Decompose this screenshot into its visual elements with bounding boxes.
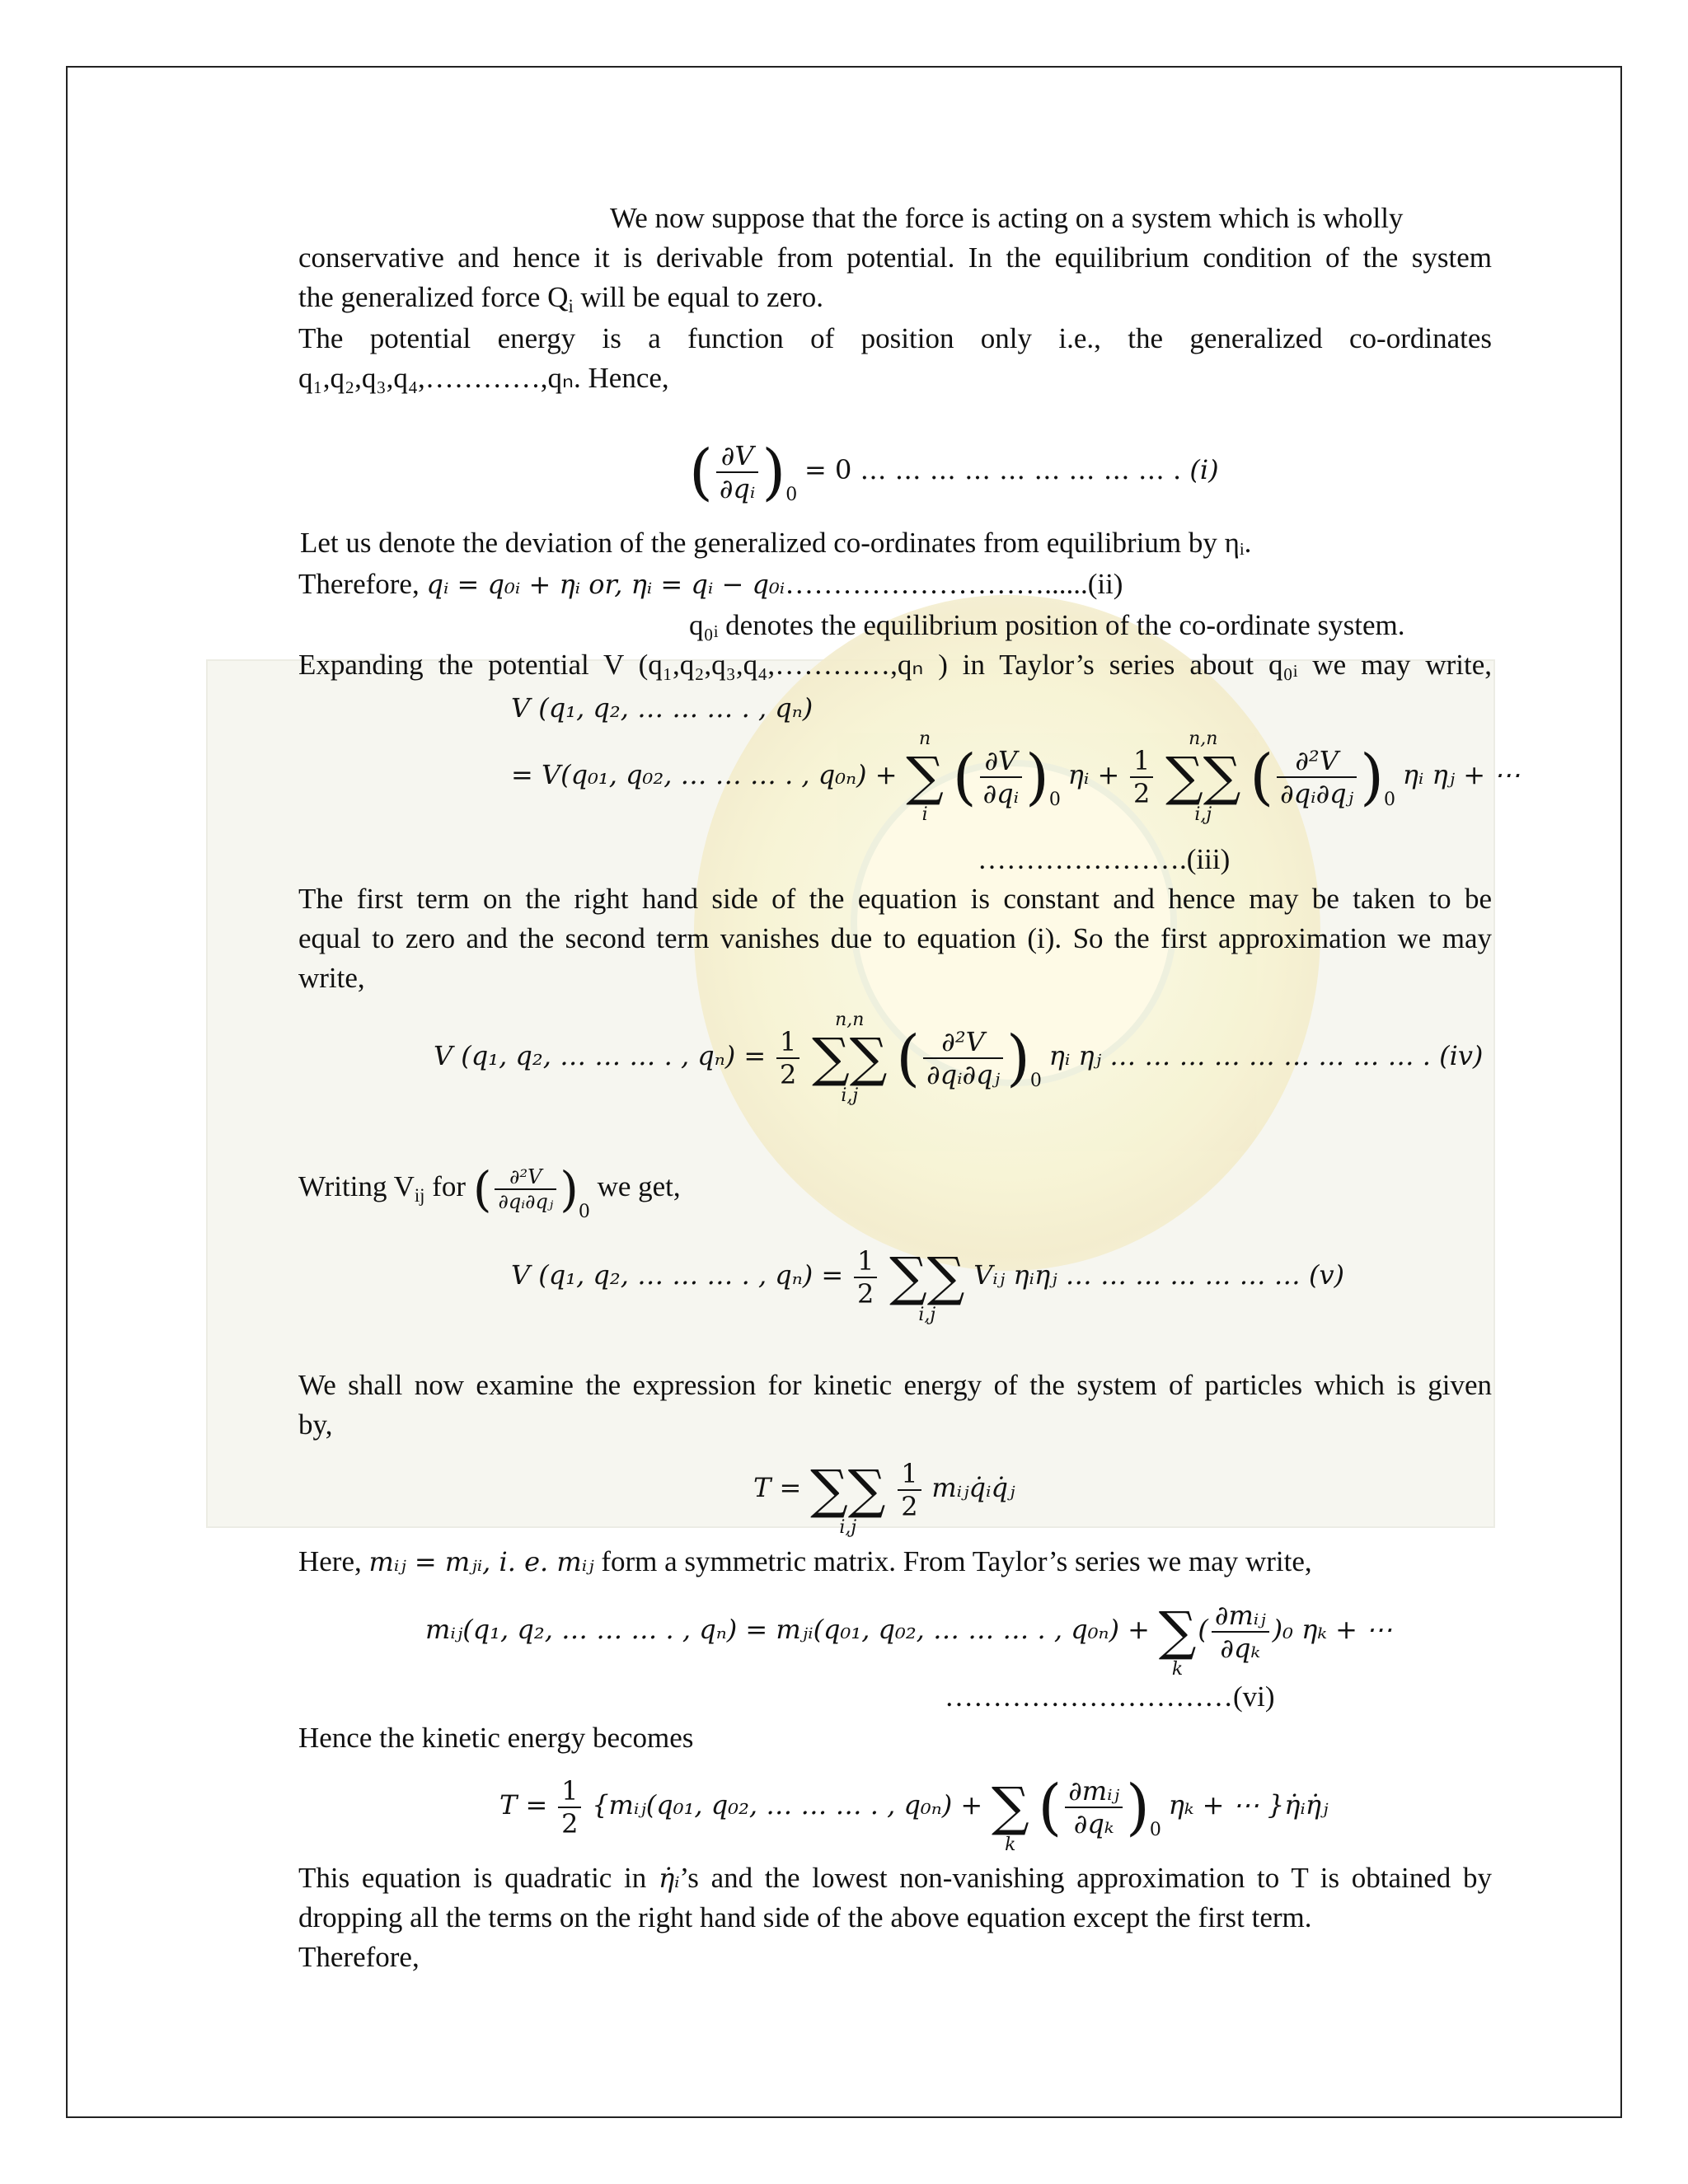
equation-vi: mᵢⱼ(q₁, q₂, … … … . , qₙ) = mⱼᵢ(q₀₁, q₀₂, … … … . , q₀ₙ) + ∑ k ( $\frac{\text{∂mᵢⱼ}}{\text{∂qₖ}}$ )₀ ηₖ + ⋯ — [425, 1600, 1393, 1680]
para1-line2: conservative and hence it is derivable from potential. In the equilibrium condition of the system — [298, 241, 1492, 274]
eq-vi-tag: …………………………(vi) — [945, 1680, 1275, 1713]
writing-vij: Writing $V_{ij}$ for ( $\frac{\text{∂²V}}{\text{∂qᵢ∂qⱼ}}$ )$_0$ we get, — [298, 1160, 681, 1222]
equation-vii: T = $\frac{1}{2}$ {mᵢⱼ(q₀₁, q₀₂, … … … . , q₀ₙ) + ∑ k ( $\frac{\text{∂mᵢⱼ}}{\text{∂qₖ}}$ )$_0$ ηₖ + ⋯ }η̇ᵢη̇ⱼ — [499, 1771, 1329, 1855]
para7-line1: Hence the kinetic energy becomes — [298, 1722, 694, 1754]
equation-i: ( $\frac{\partial V}{\text{∂qᵢ}}$ )$_0 = 0$ … … … … … … … … … . (i) — [689, 436, 1219, 508]
para2-line1: The potential energy is a function of position only i.e., the generalized co-ordinates — [298, 322, 1492, 354]
eq-iii-tag: ………………….(iii) — [978, 843, 1231, 875]
para8-line2: dropping all the terms on the right hand side of the above equation except the first term. — [298, 1901, 1312, 1933]
para5-line2: by, — [298, 1408, 333, 1441]
para8-line3: Therefore, — [298, 1941, 420, 1973]
q0i-note: q₀ᵢ denotes the equilibrium position of the co-ordinate system. — [689, 609, 1405, 641]
para8-line1: This equation is quadratic in η̇ᵢ’s and the lowest non-vanishing approximation to T is obtained by — [298, 1862, 1492, 1894]
para3-line1: Let us denote the deviation of the generalized co-ordinates from equilibrium by ηᵢ. — [300, 527, 1252, 559]
equation-iv: V (q₁, q₂, … … … . , qₙ) = $\frac{1}{2}$ n,n ∑∑ i,j ( $\frac{\text{∂²V}}{\text{∂qᵢ∂qⱼ}}$ )$_0$ ηᵢ ηⱼ … … … … … … … … … . (iv) — [434, 1009, 1484, 1106]
eq-iii-lhs: V (q₁, q₂, … … … . , qₙ) — [511, 692, 814, 724]
para1-line1: We now suppose that the force is acting on a system which is wholly — [610, 202, 1404, 234]
para5-line1: We shall now examine the expression for kinetic energy of the system of particles which is given — [298, 1369, 1492, 1401]
para1-line3: the generalized force $Q_i$ will be equal to zero. — [298, 281, 824, 316]
para4-line1: The first term on the right hand side of the equation is constant and hence may be taken to be — [298, 883, 1492, 915]
para2-line2: q₁,q₂,q₃,q₄,…………,qₙ. Hence, — [298, 362, 669, 394]
para4-line3: write, — [298, 962, 365, 994]
para4-line2: equal to zero and the second term vanishes due to equation (i). So the first approximation we may — [298, 922, 1492, 954]
equation-v: V (q₁, q₂, … … … . , qₙ) = $\frac{1}{2}$ ∑∑ i,j Vᵢⱼ ηᵢηⱼ … … … … … … … (v) — [511, 1245, 1345, 1325]
para6-line: Here, mᵢⱼ = mⱼᵢ, i. e. mᵢⱼ form a symmetric matrix. From Taylor’s series we may write, — [298, 1545, 1312, 1577]
eq-ii-line: Therefore, qᵢ = q₀ᵢ + ηᵢ or, ηᵢ = qᵢ − q₀ᵢ………………………......(ii) — [298, 568, 1123, 600]
eq-iii-rhs: = V(q₀₁, q₀₂, … … … . , q₀ₙ) + n ∑ i ( $\frac{\partial V}{\text{∂qᵢ}}$ )$_0$ ηᵢ + $\frac{1}{2}$ n,n ∑∑ i,j ( $\frac{\text{∂²V}}{\text{∂qᵢ∂qⱼ}}$ )$_0$ ηᵢ ηⱼ + ⋯ — [511, 728, 1521, 825]
equation-kinetic: T = ∑∑ i,j $\frac{1}{2}$ mᵢⱼq̇ᵢq̇ⱼ — [753, 1458, 1015, 1538]
expanding-line: Expanding the potential V (q₁,q₂,q₃,q₄,…………,qₙ ) in Taylor’s series about q₀ᵢ we may write, — [298, 649, 1492, 681]
